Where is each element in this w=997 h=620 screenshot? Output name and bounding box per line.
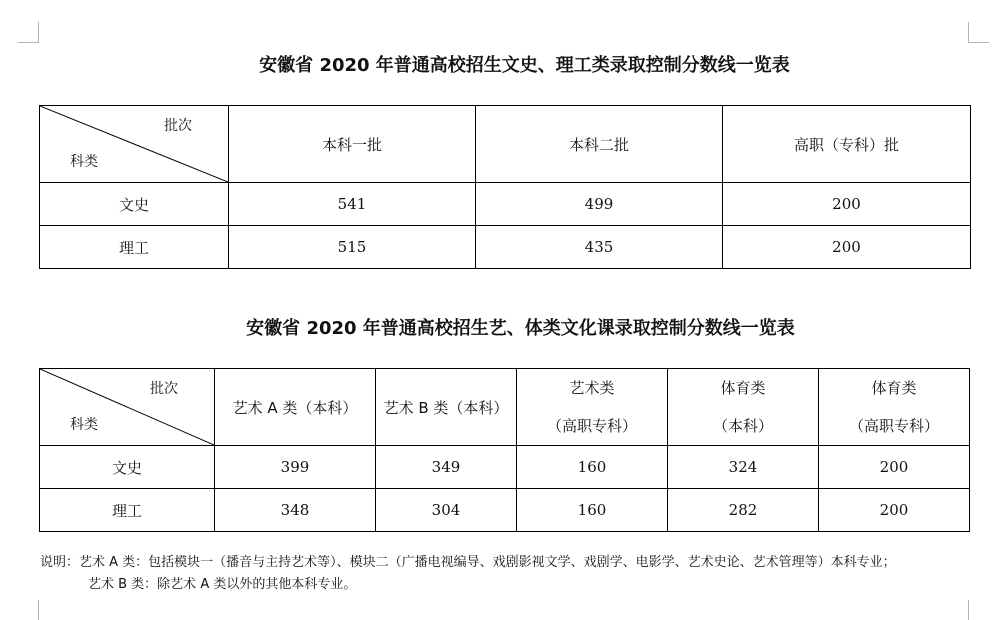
table2-subject-label: 科类 (70, 417, 98, 433)
table2-cell: 160 (517, 489, 668, 532)
column-header-line2: （本科） (712, 417, 773, 435)
column-header-line1: 体育类 (871, 379, 917, 397)
diagonal-divider-line (40, 369, 214, 445)
table2-cell: 160 (517, 446, 668, 489)
table2-cell: 349 (376, 446, 517, 489)
table2-row-category: 文史 (40, 446, 215, 489)
table1-score-lines (39, 105, 971, 269)
table2-column-header (668, 369, 819, 446)
table1-cell: 200 (723, 183, 971, 226)
table2-batch-label: 批次 (150, 381, 178, 397)
table1-cell: 435 (476, 226, 723, 269)
note-line-art-b: 艺术 B 类：除艺术 A 类以外的其他本科专业。 (88, 577, 357, 592)
table2-score-lines (39, 368, 970, 532)
table2-row (40, 489, 970, 532)
table2-cell: 399 (215, 446, 376, 489)
page-corner-mark-top-right (968, 22, 989, 43)
table1-batch-label: 批次 (164, 118, 192, 134)
table1-row-category: 理工 (40, 226, 229, 269)
table2-column-header (517, 369, 668, 446)
page-corner-mark-top-left (18, 22, 39, 43)
table2-cell: 324 (668, 446, 819, 489)
table1-header-row (40, 106, 971, 183)
column-header-line1: 艺术类 (569, 379, 615, 397)
note-line-art-a: 说明：艺术 A 类：包括模块一（播音与主持艺术等）、模块二（广播电视编导、戏剧影视文学、戏剧学、电影学、艺术史论、艺术管理等）本科专业； (40, 555, 896, 570)
table1-row-category: 文史 (40, 183, 229, 226)
column-header-line2: （高职专科） (848, 417, 939, 435)
table1-column-header: 本科一批 (229, 106, 476, 183)
column-header-line2: （高职专科） (546, 417, 637, 435)
table2-diagonal-header-cell (40, 369, 215, 446)
table1-column-header: 本科二批 (476, 106, 723, 183)
table2-cell: 200 (819, 489, 970, 532)
page-corner-mark-bottom-right (968, 600, 989, 620)
table2-column-header: 艺术 B 类（本科） (376, 369, 517, 446)
table1-cell: 515 (229, 226, 476, 269)
table1-cell: 541 (229, 183, 476, 226)
table2-cell: 348 (215, 489, 376, 532)
table1-row (40, 183, 971, 226)
page-corner-mark-bottom-left (18, 600, 39, 620)
table1-cell: 499 (476, 183, 723, 226)
table1-diagonal-header-cell (40, 106, 229, 183)
table1-column-header: 高职（专科）批 (723, 106, 971, 183)
table2-title: 安徽省 2020 年普通高校招生艺、体类文化课录取控制分数线一览表 (246, 318, 795, 339)
table2-cell: 200 (819, 446, 970, 489)
table2-cell: 282 (668, 489, 819, 532)
table1-cell: 200 (723, 226, 971, 269)
table2-row-category: 理工 (40, 489, 215, 532)
column-header-line1: 体育类 (720, 379, 766, 397)
table2-column-header (819, 369, 970, 446)
table2-column-header: 艺术 A 类（本科） (215, 369, 376, 446)
table2-header-row (40, 369, 970, 446)
table1-title: 安徽省 2020 年普通高校招生文史、理工类录取控制分数线一览表 (259, 55, 790, 76)
table1-row (40, 226, 971, 269)
table2-row (40, 446, 970, 489)
table2-cell: 304 (376, 489, 517, 532)
diagonal-divider-line (40, 106, 228, 182)
table1-subject-label: 科类 (70, 154, 98, 170)
